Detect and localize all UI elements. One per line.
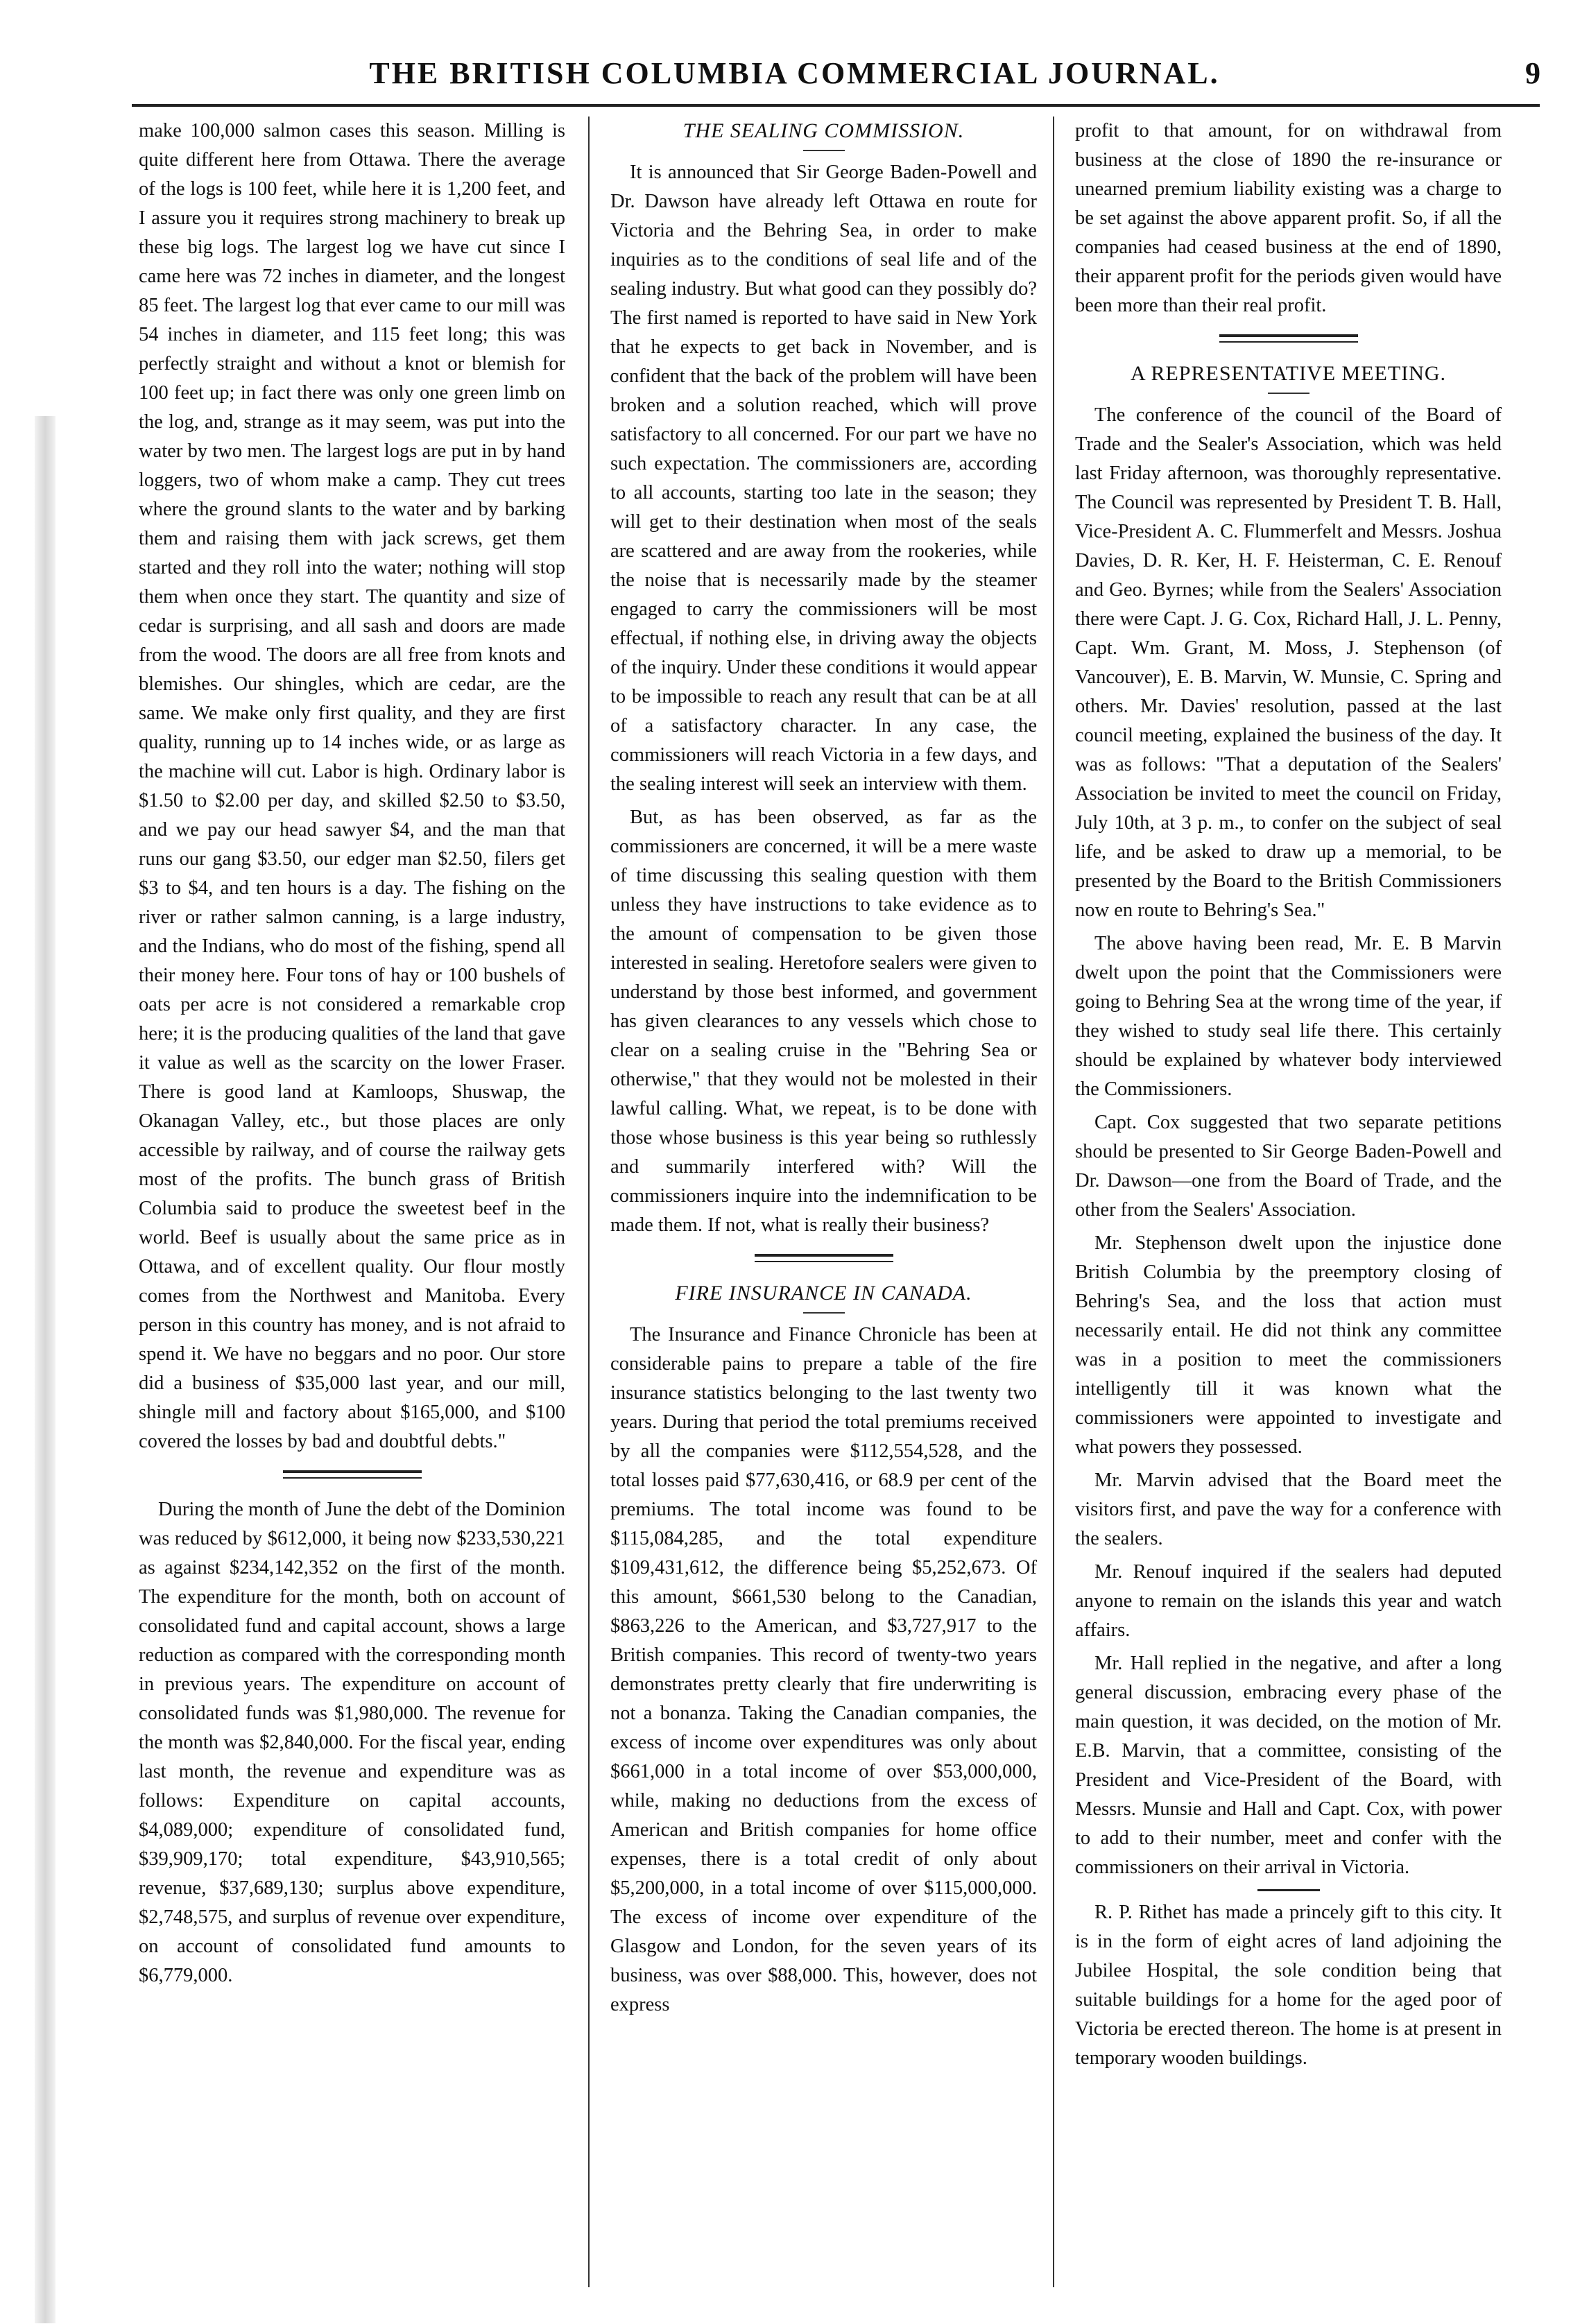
article-paragraph: But, as has been observed, as far as the commissioners are concerned, it will be a mere waste of time discussing this sealing question with them unless they have instructions to take evidence as to the amount of compensation to be given those interested in sealing. Heretofore sealers were given to understand by those best informed, and government has given clearances to any vessels which chose to clear on a sealing cruise in the "Behring Sea or otherwise," that they would not be molested in their lawful calling. What, we repeat, is to be done with those whose business is this year being so ruthlessly and summarily interfered with? Will the commissioners inquire into the indemnification to be made them. If not, what is really their business? [610, 807, 1037, 1236]
headline-dash [1268, 393, 1309, 394]
article-paragraph: R. P. Rithet has made a princely gift to this city. It is in the form of eight acres of land adjoining the Jubilee Hospital, the sole condition being that suitable buildings for a home for the aged poor of Victoria be erected thereon. The home is at present in temporary wooden buildings. [1075, 1902, 1502, 2069]
headline-dash [803, 1312, 845, 1314]
article-paragraph: Mr. Marvin advised that the Board meet the visitors first, and pave the way for a conference with the sealers. [1075, 1470, 1502, 1549]
article-paragraph: During the month of June the debt of the Dominion was reduced by $612,000, it being now $233,530,221 as against $234,142,352 on the first of the month. The expenditure for the month, both on account of consolidated fund and capital account, shows a large reduction as compared with the corresponding month in previous years. The expenditure on account of consolidated funds was $1,980,000. The revenue for the month was $2,840,000. For the fiscal year, ending last month, the revenue and expenditure was as follows: Expenditure on capital accounts, $4,089,000; expenditure of consolidated fund, $39,909,170; total expenditure, $43,910,565; revenue, $37,689,130; surplus above expenditure, $2,748,575, and surplus of revenue over expenditure, on account of consolidated fund amounts to $6,779,000. [139, 1499, 565, 1986]
article-paragraph: Mr. Hall replied in the negative, and after a long general discussion, embracing every phase of the main question, it was decided, on the motion of Mr. E.B. Marvin, that a committee, consisting of the President and Vice-President of the Board, with Messrs. Munsie and Hall and Capt. Cox, with power to add to their number, meet and confer with the commissioners on their arrival in Victoria. [1075, 1653, 1502, 1878]
headline-representative-meeting: A REPRESENTATIVE MEETING. [1130, 362, 1447, 385]
article-paragraph: Mr. Renouf inquired if the sealers had deputed anyone to remain on the islands this year and watch affairs. [1075, 1561, 1502, 1641]
page-binding-edge [35, 416, 55, 2323]
column-1 [139, 117, 565, 2294]
column-2 [610, 117, 1037, 2294]
headline-sealing-commission: THE SEALING COMMISSION. [682, 119, 965, 142]
article-paragraph: The conference of the council of the Board of Trade and the Sealer's Association, which was held last Friday afternoon, was thoroughly representative. The Council was represented by President T. B. Hall, Vice-President A. C. Flummerfelt and Messrs. Joshua Davies, D. R. Ker, H. F. Heisterman, C. E. Renouf and Geo. Byrnes; while from the Sealers' Association there were Capt. J. G. Cox, Richard Hall, J. L. Penny, Capt. Wm. Grant, M. Moss, J. Stephenson (of Vancouver), E. B. Marvin, W. Munsie, C. Spring and others. Mr. Davies' resolution, passed at the last council meeting, explained the business of the day. It was as follows: "That a deputation of the Sealers' Association be invited to meet the council on Friday, July 10th, at 3 p. m., to confer on the subject of seal life, and be asked to draw up a memorial, to be presented by the Board to the British Commissioners now en route to Behring's Sea." [1075, 404, 1502, 921]
headline-dash [803, 150, 845, 151]
page-number: 9 [1525, 56, 1540, 90]
masthead: THE BRITISH COLUMBIA COMMERCIAL JOURNAL. [369, 56, 1220, 90]
section-separator [1219, 334, 1358, 343]
article-paragraph: It is announced that Sir George Baden-Powell and Dr. Dawson have already left Ottawa en route for Victoria and the Behring Sea, in order to make inquiries as to the conditions of seal life and of the sealing industry. But what good can they possibly do? The first named is reported to have said in New York that he expects to get back in November, and is confident that the back of the problem will have been broken and a solution reached, which will prove satisfactory to all concerned. For our part we have no such expectation. The commissioners are, according to all accounts, starting too late in the season; they will get to their destination when most of the seals are scattered and are away from the rookeries, while the noise that is necessarily made by the steamer engaged to carry the commissioners will be most effectual, if nothing else, in driving away the objects of the inquiry. Under these conditions it would appear to be impossible to reach any result that can be at all of a satisfactory character. In any case, the commissioners will reach Victoria in a few days, and the sealing interest will seek an interview with them. [610, 162, 1037, 795]
section-separator [283, 1470, 422, 1479]
section-separator [755, 1254, 893, 1262]
article-paragraph: Capt. Cox suggested that two separate petitions should be presented to Sir George Baden-Powell and Dr. Dawson—one from the Board of Trade, and the other from the Sealers' Association. [1075, 1112, 1502, 1221]
headline-fire-insurance: FIRE INSURANCE IN CANADA. [675, 1282, 972, 1305]
article-paragraph: The above having been read, Mr. E. B Marvin dwelt upon the point that the Commissioners were going to Behring Sea at the wrong time of the year, if they wished to study seal life there. This certainly should be explained by whatever body interviewed the Commissioners. [1075, 933, 1502, 1100]
article-paragraph: Mr. Stephenson dwelt upon the injustice done British Columbia by the preemptory closing of Behring's Sea, and the loss that action must necessarily entail. He did not think any committee was in a position to meet the commissioners intelligently till it was known what the commissioners were appointed to investigate and what powers they possessed. [1075, 1232, 1502, 1458]
section-separator [1257, 1889, 1320, 1891]
column-divider [1053, 117, 1054, 2287]
header-rule [132, 104, 1540, 107]
page-header [0, 55, 1589, 104]
column-3 [1075, 117, 1502, 2294]
column-divider [588, 117, 590, 2287]
article-paragraph: The Insurance and Finance Chronicle has been at considerable pains to prepare a table of the fire insurance statistics belonging to the last twenty two years. During that period the total premiums received by all the companies were $112,554,528, and the total losses paid $77,630,416, or 68.9 per cent of the premiums. The total income was found to be $115,084,285, and the total expenditure $109,431,612, the difference being $5,252,673. Of this amount, $661,530 belong to the Canadian, $863,226 to the American, and $3,727,917 to the British companies. This record of twenty-two years demonstrates pretty clearly that fire underwriting is not a bonanza. Taking the Canadian companies, the excess of income over expenditures was only about $661,000 in a total income of over $53,000,000, while, making no deductions from the excess of American and British companies for home office expenses, there is a total credit of only about $5,200,000, in a total income of over $115,000,000. The excess of income over expenditure of the Glasgow and London, for the seven years of its business, was over $88,000. This, however, does not express [610, 1324, 1037, 2015]
article-paragraph: make 100,000 salmon cases this season. Milling is quite different here from Ottawa. There the average of the logs is 100 feet, while here it is 1,200 feet, and I assure you it requires strong machinery to break up these big logs. The largest log we have cut since I came here was 72 inches in diameter, and the longest 85 feet. The largest log that ever came to our mill was 54 inches in diameter, and 115 feet long; this was perfectly straight and without a knot or blemish for 100 feet up; in fact there was only one green limb on the log, and, strange as it may seem, was put into the water by two men. The largest logs are put in by hand loggers, two of whom make a camp. They cut trees where the ground slants to the water and by barking them and raising them with jack screws, get them started and they roll into the water; nothing will stop them when once they start. The quantity and size of cedar is surprising, and all sash and doors are made from the wood. The doors are all free from knots and blemishes. Our shingles, which are cedar, are the same. We make only first quality, and they are first quality, running up to 14 inches wide, or as large as the machine will cut. Labor is high. Ordinary labor is $1.50 to $2.00 per day, and skilled $2.50 to $3.50, and we pay our head sawyer $4, and the man that runs our gang $3.50, our edger man $2.50, filers get $3 to $4, and ten hours is a day. The fishing on the river or rather salmon canning, is a large industry, and the Indians, who do most of the fishing, spend all their money here. Four tons of hay or 100 bushels of oats per acre is not considered a remarkable crop here; it is the producing qualities of the land that gave it value as well as the scarcity on the lower Fraser. There is good land at Kamloops, Shuswap, the Okanagan Valley, etc., but those places are only accessible by railway, and of course the railway gets most of the profits. The bunch grass of British Columbia said to produce the sweetest beef in the world. Beef is usually about the same price as in Ottawa, and of excellent quality. Our flour mostly comes from the Northwest and Manitoba. Every person in this country has money, and is not afraid to spend it. We have no beggars and no poor. Our store did a business of $35,000 last year, and our mill, shingle mill and factory about $165,000, and $100 covered the losses by bad and doubtful debts." [139, 120, 565, 1452]
article-paragraph: profit to that amount, for on withdrawal from business at the close of 1890 the re-insurance or unearned premium liability existing was a charge to be set against the above apparent profit. So, if all the companies had ceased business at the end of 1890, their apparent profit for the periods given would have been more than their real profit. [1075, 120, 1502, 316]
